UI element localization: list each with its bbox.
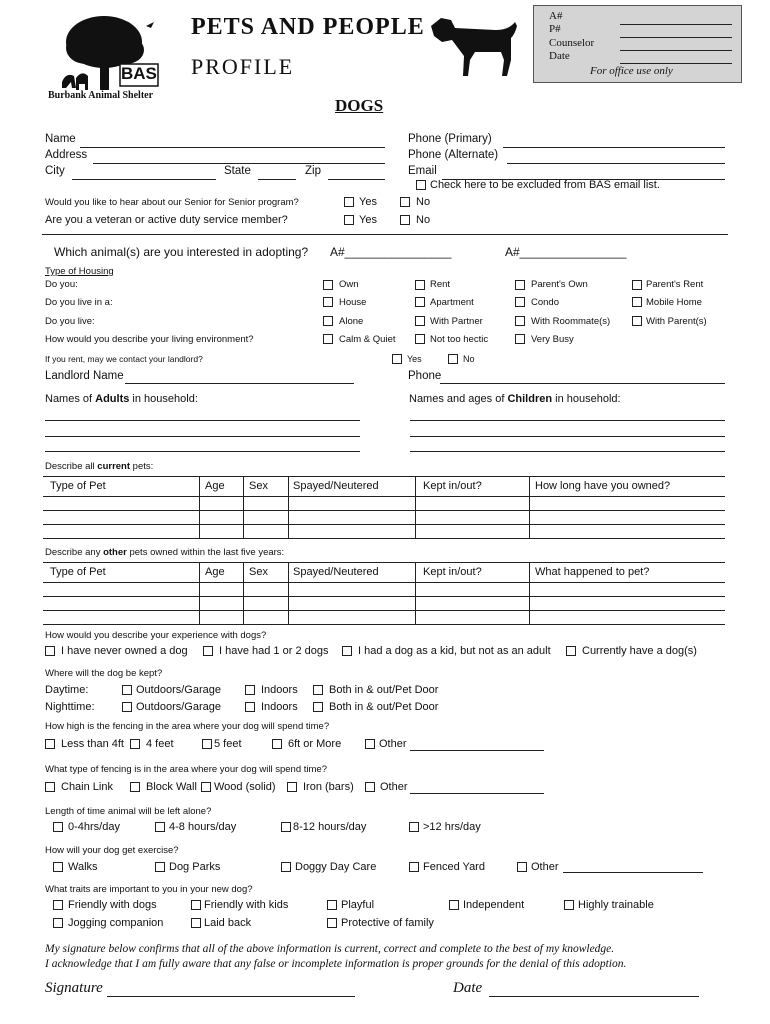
chain-link-label: Chain Link [61,781,113,793]
iron-label: Iron (bars) [303,781,354,793]
adults-line[interactable] [45,420,360,421]
form-title-line2: PROFILE [191,54,295,79]
night-both-checkbox[interactable] [313,702,323,712]
independent-label: Independent [463,899,525,911]
with-partner-label: With Partner [430,316,483,327]
dog-parks-checkbox[interactable] [155,862,165,872]
block-wall-checkbox[interactable] [130,782,140,792]
4-feet-label: 4 feet [146,738,174,750]
with-roommate-checkbox[interactable] [515,316,525,326]
fence-type-question: What type of fencing is in the area where your dog will spend time? [45,764,327,775]
parents-own-label: Parent's Own [531,279,588,290]
day-outdoors-label: Outdoors/Garage [136,684,221,696]
own-checkbox[interactable] [323,280,333,290]
landlord-yes-label: Yes [407,354,422,364]
veteran-yes-checkbox[interactable] [344,215,354,225]
state-label: State [224,165,251,177]
city-field[interactable] [72,179,216,180]
never-owned-checkbox[interactable] [45,646,55,656]
zip-label: Zip [305,165,321,177]
apartment-checkbox[interactable] [415,297,425,307]
adults-line[interactable] [45,436,360,437]
col-age: Age [205,480,225,492]
0-4hrs-checkbox[interactable] [53,822,63,832]
5-feet-checkbox[interactable] [202,739,212,749]
fence-type-other-checkbox[interactable] [365,782,375,792]
veteran-no-label: No [416,214,431,226]
email-exclude-checkbox[interactable] [416,180,426,190]
certification-line2: I acknowledge that I am fully aware that any false or incomplete information is proper grounds for the denial of this adoption. [45,958,627,970]
protective-label: Protective of family [341,917,434,929]
fence-height-other-field[interactable] [410,750,544,751]
laid-back-checkbox[interactable] [191,918,201,928]
phone-alternate-label: Phone (Alternate) [408,149,499,161]
house-label: House [339,297,367,308]
veteran-yes-label: Yes [359,214,377,226]
name-field[interactable] [80,147,385,148]
traits-question: What traits are important to you in your new dog? [45,884,253,895]
landlord-no-checkbox[interactable] [448,354,458,364]
col-spayed: Spayed/Neutered [293,566,379,578]
dog-silhouette-icon [425,14,525,80]
6ft-more-checkbox[interactable] [272,739,282,749]
nighttime-label: Nighttime: [45,701,95,713]
highly-trainable-label: Highly trainable [578,899,654,911]
exercise-other-label: Other [531,861,559,873]
very-busy-label: Very Busy [531,334,574,345]
col-age: Age [205,566,225,578]
with-roommate-label: With Roommate(s) [531,316,611,327]
fence-type-other-label: Other [380,781,408,793]
col-kept: Kept in/out? [423,480,482,492]
certification-line1: My signature below confirms that all of the above information is current, correct and complete to the best of my knowledge. [45,943,615,955]
housing-heading: Type of Housing [45,266,114,277]
dog-parks-label: Dog Parks [169,861,221,873]
senior-yes-checkbox[interactable] [344,197,354,207]
night-outdoors-checkbox[interactable] [122,702,132,712]
currently-have-checkbox[interactable] [566,646,576,656]
night-indoors-checkbox[interactable] [245,702,255,712]
logo-abbr: BAS [121,64,157,83]
12plus-hrs-label: >12 hrs/day [423,821,481,833]
date-label: Date [453,980,483,996]
landlord-phone-field[interactable] [440,383,725,384]
exercise-other-field[interactable] [563,872,703,873]
4-feet-checkbox[interactable] [130,739,140,749]
protective-checkbox[interactable] [327,918,337,928]
email-exclude-label: Check here to be excluded from BAS email list. [430,179,660,191]
block-wall-label: Block Wall [146,781,197,793]
6ft-more-label: 6ft or More [288,738,342,750]
col-sex: Sex [249,480,268,492]
office-a-label: A# [549,10,563,22]
landlord-name-field[interactable] [125,383,354,384]
current-pets-table [43,476,725,538]
adoption-animal-1[interactable]: A#________________ [330,245,452,259]
experience-question: How would you describe your experience with dogs? [45,630,267,641]
friendly-kids-checkbox[interactable] [191,900,201,910]
8-12hrs-checkbox[interactable] [281,822,291,832]
children-line[interactable] [410,436,725,437]
senior-yes-label: Yes [359,196,377,208]
email-label: Email [408,165,437,177]
friendly-kids-label: Friendly with kids [204,899,289,911]
adoption-animal-2[interactable]: A#________________ [505,245,627,259]
name-label: Name [45,133,76,145]
day-both-checkbox[interactable] [313,685,323,695]
alone-checkbox[interactable] [323,316,333,326]
office-date-label: Date [549,50,570,62]
landlord-phone-label: Phone [408,370,442,382]
condo-checkbox[interactable] [515,297,525,307]
address-field[interactable] [93,163,385,164]
day-both-label: Both in & out/Pet Door [329,684,439,696]
had-1-2-checkbox[interactable] [203,646,213,656]
not-hectic-checkbox[interactable] [415,334,425,344]
address-label: Address [45,149,88,161]
4-8hrs-checkbox[interactable] [155,822,165,832]
house-checkbox[interactable] [323,297,333,307]
highly-trainable-checkbox[interactable] [564,900,574,910]
office-note: For office use only [590,65,673,77]
day-outdoors-checkbox[interactable] [122,685,132,695]
parents-rent-label: Parent's Rent [646,279,704,290]
form-subtitle: DOGS [335,96,384,115]
less-4ft-checkbox[interactable] [45,739,55,749]
chain-link-checkbox[interactable] [45,782,55,792]
fence-type-other-field[interactable] [410,793,544,794]
housing-row-label: How would you describe your living environment? [45,334,254,345]
senior-no-label: No [416,196,431,208]
12plus-hrs-checkbox[interactable] [409,822,419,832]
fence-height-question: How high is the fencing in the area where your dog will spend time? [45,721,330,732]
kept-question: Where will the dog be kept? [45,668,163,679]
parents-own-checkbox[interactable] [515,280,525,290]
form-title-line1: PETS AND PEOPLE [191,14,425,40]
mobile-home-label: Mobile Home [646,297,702,308]
friendly-dogs-label: Friendly with dogs [68,899,157,911]
alone-label: Alone [339,316,364,327]
landlord-question: If you rent, may we contact your landlord? [45,354,203,364]
fence-height-other-checkbox[interactable] [365,739,375,749]
current-pets-label: Describe all current pets: [45,461,154,472]
with-parents-checkbox[interactable] [632,316,642,326]
exercise-question: How will your dog get exercise? [45,845,179,856]
fence-height-other-label: Other [379,738,407,750]
phone-alternate-field[interactable] [507,163,725,164]
less-4ft-label: Less than 4ft [61,738,124,750]
adults-line[interactable] [45,451,360,452]
calm-quiet-label: Calm & Quiet [339,334,396,345]
signature-label: Signature [45,980,103,996]
5-feet-label: 5 feet [214,738,242,750]
playful-checkbox[interactable] [327,900,337,910]
children-line[interactable] [410,451,725,452]
landlord-name-label: Landlord Name [45,370,124,382]
laid-back-label: Laid back [204,917,252,929]
state-field[interactable] [258,179,296,180]
veteran-no-checkbox[interactable] [400,215,410,225]
had-1-2-label: I have had 1 or 2 dogs [219,645,329,657]
jogging-checkbox[interactable] [53,918,63,928]
housing-row-label: Do you live in a: [45,297,113,308]
zip-field[interactable] [328,179,385,180]
night-outdoors-label: Outdoors/Garage [136,701,221,713]
rent-checkbox[interactable] [415,280,425,290]
col-happened: What happened to pet? [535,566,650,578]
fenced-yard-checkbox[interactable] [409,862,419,872]
col-kept: Kept in/out? [423,566,482,578]
housing-row-label: Do you live: [45,316,95,327]
day-indoors-label: Indoors [261,684,298,696]
not-hectic-label: Not too hectic [430,334,489,345]
wood-checkbox[interactable] [201,782,211,792]
day-indoors-checkbox[interactable] [245,685,255,695]
alone-question: Length of time animal will be left alone? [45,806,212,817]
own-label: Own [339,279,359,290]
apartment-label: Apartment [430,297,474,308]
col-type: Type of Pet [50,480,106,492]
office-use-box [533,5,742,83]
phone-primary-field[interactable] [503,147,725,148]
phone-primary-label: Phone (Primary) [408,133,492,145]
other-pets-label: Describe any other pets owned within the last five years: [45,547,285,558]
calm-quiet-checkbox[interactable] [323,334,333,344]
night-indoors-label: Indoors [261,701,298,713]
landlord-no-label: No [463,354,475,364]
jogging-label: Jogging companion [68,917,164,929]
daytime-label: Daytime: [45,684,89,696]
logo [46,10,176,105]
col-sex: Sex [249,566,268,578]
wood-label: Wood (solid) [214,781,276,793]
as-kid-label: I had a dog as a kid, but not as an adult [358,645,551,657]
logo-org-name: Burbank Animal Shelter [48,90,154,101]
condo-label: Condo [531,297,559,308]
signature-field[interactable] [107,996,355,997]
other-pets-table [43,562,725,624]
with-parents-label: With Parent(s) [646,316,707,327]
office-p-label: P# [549,23,561,35]
walks-label: Walks [68,861,98,873]
veteran-question: Are you a veteran or active duty service member? [45,214,288,226]
senior-question: Would you like to hear about our Senior for Senior program? [45,197,299,208]
independent-checkbox[interactable] [449,900,459,910]
col-owned: How long have you owned? [535,480,671,492]
night-both-label: Both in & out/Pet Door [329,701,439,713]
senior-no-checkbox[interactable] [400,197,410,207]
adults-label: Names of Adults in household: [45,393,198,405]
housing-row-label: Do you: [45,279,78,290]
landlord-yes-checkbox[interactable] [392,354,402,364]
parents-rent-checkbox[interactable] [632,280,642,290]
children-line[interactable] [410,420,725,421]
playful-label: Playful [341,899,375,911]
with-partner-checkbox[interactable] [415,316,425,326]
0-4hrs-label: 0-4hrs/day [68,821,120,833]
exercise-other-checkbox[interactable] [517,862,527,872]
4-8hrs-label: 4-8 hours/day [169,821,237,833]
office-counselor-label: Counselor [549,37,595,49]
currently-have-label: Currently have a dog(s) [582,645,697,657]
8-12hrs-label: 8-12 hours/day [293,821,367,833]
date-field[interactable] [489,996,699,997]
children-label: Names and ages of Children in household: [409,393,621,405]
friendly-dogs-checkbox[interactable] [53,900,63,910]
section-divider [42,234,728,235]
as-kid-checkbox[interactable] [342,646,352,656]
iron-checkbox[interactable] [287,782,297,792]
day-care-label: Doggy Day Care [295,861,377,873]
col-type: Type of Pet [50,566,106,578]
fenced-yard-label: Fenced Yard [423,861,485,873]
walks-checkbox[interactable] [53,862,63,872]
col-spayed: Spayed/Neutered [293,480,379,492]
rent-label: Rent [430,279,451,290]
adoption-question: Which animal(s) are you interested in adopting? [54,245,309,259]
mobile-home-checkbox[interactable] [632,297,642,307]
very-busy-checkbox[interactable] [515,334,525,344]
day-care-checkbox[interactable] [281,862,291,872]
never-owned-label: I have never owned a dog [61,645,188,657]
city-label: City [45,165,65,177]
